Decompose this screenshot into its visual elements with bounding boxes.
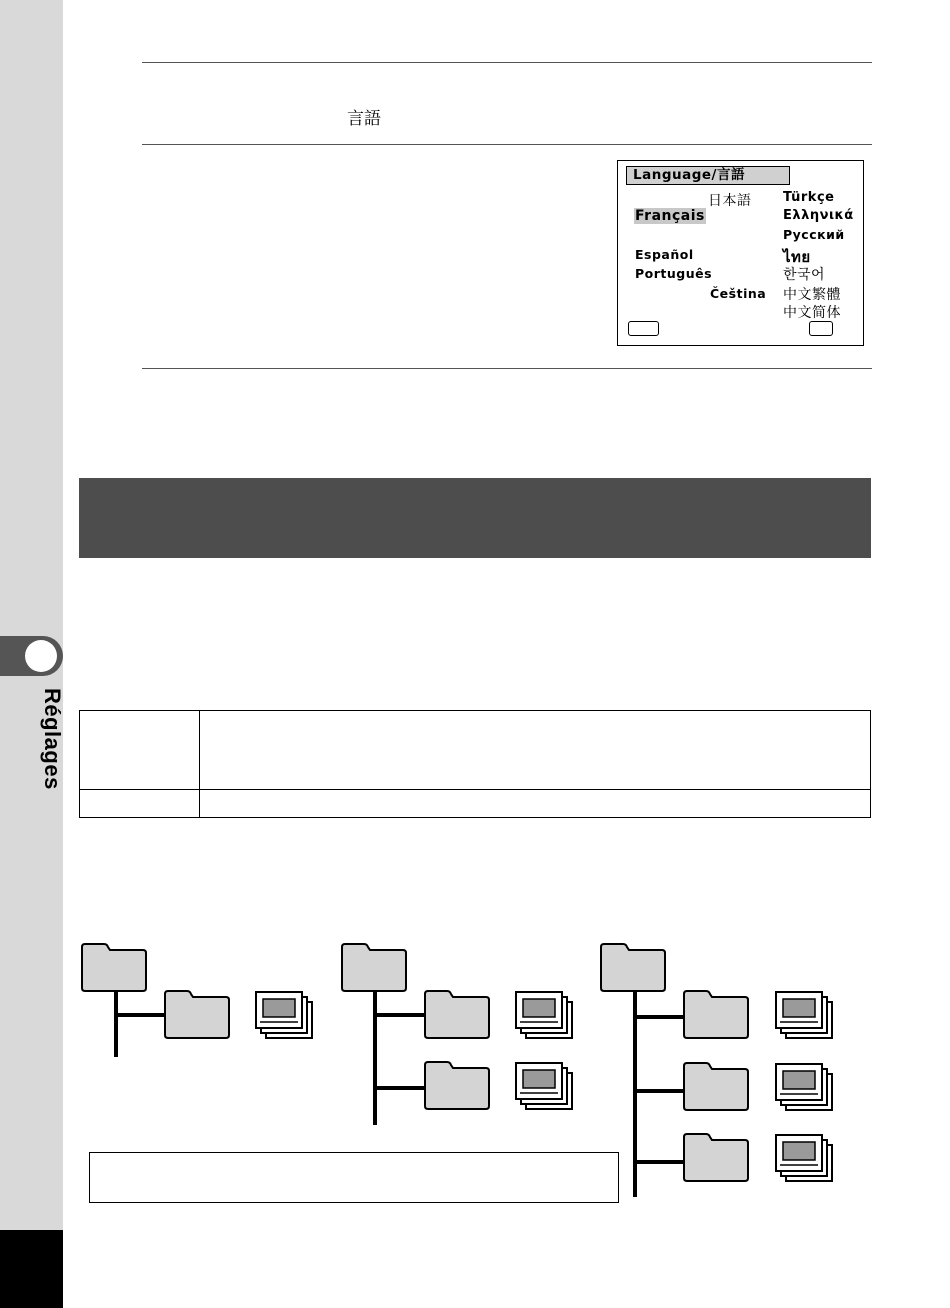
lang-option-korean[interactable]: 한국어 — [783, 267, 826, 283]
root-folder-icon — [342, 944, 406, 991]
image-files-icon — [516, 1063, 572, 1109]
menu-key-icon — [628, 321, 659, 336]
image-files-icon — [776, 1064, 832, 1110]
language-menu-icon-text: 言語 — [347, 109, 381, 129]
lang-option-french[interactable]: Français — [635, 208, 705, 224]
subfolder-icon — [684, 1063, 748, 1110]
chapter-number-dot — [25, 640, 57, 672]
subfolder-icon — [425, 1062, 489, 1109]
divider-top — [142, 62, 872, 63]
image-files-icon — [776, 1135, 832, 1181]
subfolder-icon — [684, 991, 748, 1038]
folder-group-3 — [601, 944, 832, 1197]
subfolder-icon — [684, 1134, 748, 1181]
image-files-icon — [256, 992, 312, 1038]
divider-bottom — [142, 368, 872, 369]
image-files-icon — [516, 992, 572, 1038]
chapter-label: Réglages — [40, 688, 65, 790]
lang-option-japanese[interactable]: 日本語 — [708, 193, 752, 209]
lang-option-russian[interactable]: Русский — [783, 227, 845, 242]
table-row-divider — [80, 789, 870, 790]
section-heading-band — [79, 478, 871, 558]
subfolder-icon — [165, 991, 229, 1038]
diagram-note-box — [89, 1152, 619, 1203]
table-column-divider — [199, 711, 200, 817]
lang-option-spanish[interactable]: Español — [635, 247, 694, 262]
lang-option-greek[interactable]: Ελληνικά — [783, 208, 854, 223]
lang-option-portuguese[interactable]: Português — [635, 266, 713, 281]
folder-group-2 — [342, 944, 572, 1125]
image-files-icon — [776, 992, 832, 1038]
root-folder-icon — [82, 944, 146, 991]
language-screen-title: Language/言語 — [626, 166, 790, 185]
lang-option-czech[interactable]: Čeština — [710, 286, 767, 301]
page-side-strip-footer — [0, 1230, 63, 1308]
lang-option-thai[interactable]: ไทย — [783, 248, 811, 266]
language-selection-screen — [617, 160, 864, 346]
subfolder-icon — [425, 991, 489, 1038]
lang-option-chinese-simplified[interactable]: 中文简体 — [783, 305, 841, 321]
ok-key-icon — [809, 321, 833, 336]
root-folder-icon — [601, 944, 665, 991]
lang-option-chinese-traditional[interactable]: 中文繁體 — [783, 287, 841, 303]
divider-middle — [142, 144, 872, 145]
folder-group-1 — [82, 944, 312, 1057]
lang-option-turkish[interactable]: Türkçe — [783, 190, 835, 205]
folder-name-table — [79, 710, 871, 818]
